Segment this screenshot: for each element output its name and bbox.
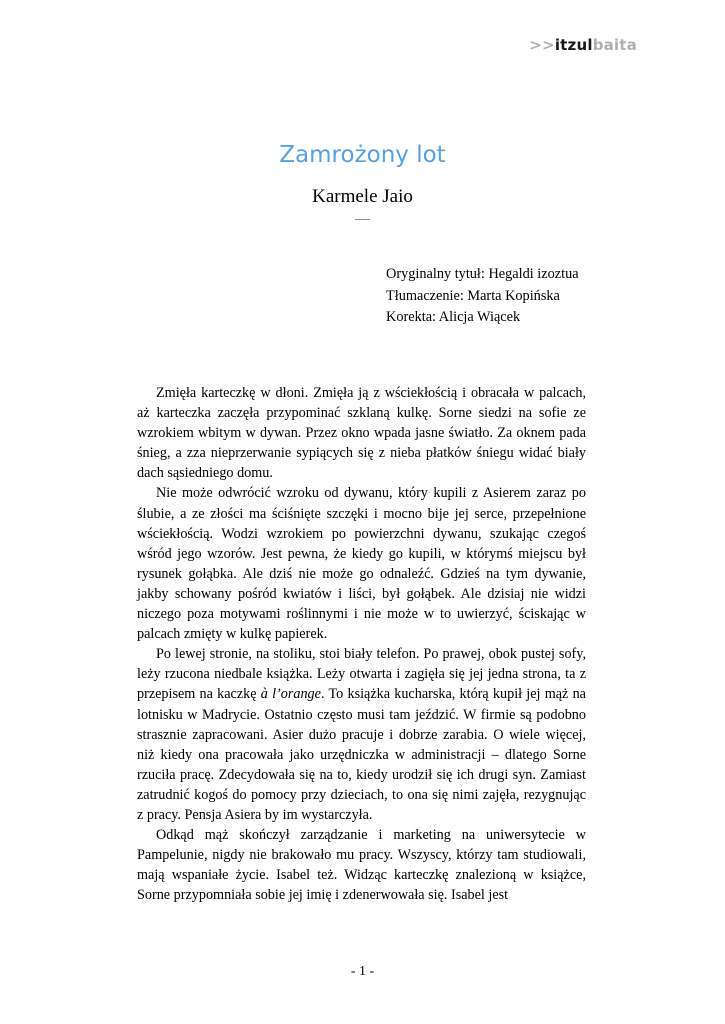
credit-original-title: Oryginalny tytuł: Hegaldi izoztua [386, 266, 579, 282]
credit-translation: Tłumaczenie: Marta Kopińska [386, 287, 560, 304]
document-title: Zamrożony lot [279, 142, 446, 168]
paragraph-text: . To książka kucharska, którą kupił jej mąż na lotnisku w Madrycie. Ostatnio często musi tam jeździć. W firmie są podobno strasznie zapracowani. Asier dużo pracuje i dobrze zarabia. O wiele więcej, niż kiedy ona pracowała jako urzędniczka w administracji – dlatego Sorne rzuciła pracę. Zdecydowała się na to, kiedy urodził się ich drugi syn. Zamiast zatrudnić kogoś do pomocy przy dzieciach, to ona się nimi zajęła, rezygnując z pracy. Pensja Asiera by im wystarczyła. [137, 686, 586, 823]
italic-phrase: à l’orange [260, 686, 321, 703]
logo-brand-light: baita [592, 36, 637, 54]
logo-arrows: >> [529, 36, 555, 54]
site-logo [529, 36, 637, 54]
paragraph [137, 644, 586, 825]
logo-brand-dark: itzul [554, 36, 593, 54]
page-number: - 1 - [350, 964, 375, 979]
paragraph: Nie może odwrócić wzroku od dywanu, który kupili z Asierem zaraz po ślubie, a ze złości ma ściśnięte szczęki i mocno bije jej serce, przepełnione wściekłością. Wodzi wzrokiem po powierzchni dywanu, szukając czegoś wśród jego wzorów. Jest pewna, że kiedy go kupili, w którymś miejscu był rysunek gołąbka. Ale dziś nie może go odnaleźć. Gdzieś na tym dywanie, jakby schowany pośród kwiatów i liści, był gołąbek. Ale dzisiaj nie widzi niczego poza motywami roślinnymi i nie może w to uwierzyć, ściskając w palcach zmięty w kulkę papierek. [137, 485, 586, 643]
title-ornament: ––– [355, 214, 370, 225]
credit-proofreading: Korekta: Alicja Wiącek [386, 309, 521, 325]
paragraph: Odkąd mąż skończył zarządzanie i marketing na uniwersytecie w Pampelunie, nigdy nie brakowało mu pracy. Wszyscy, którzy tam studiowali, mają wspaniałe życie. Isabel też. Widząc karteczkę znalezioną w książce, Sorne przypomniała sobie jej imię i zdenerwowała się. Isabel jest [137, 827, 586, 904]
credits-block [386, 264, 579, 329]
body-text [137, 383, 586, 905]
paragraph: Zmięła karteczkę w dłoni. Zmięła ją z wściekłością i obracała w palcach, aż karteczka zaczęła przypominać szklaną kulkę. Sorne siedzi na sofie ze wzrokiem wbitym w dywan. Przez okno wpada jasne światło. Za oknem pada śnieg, a zza nieprzerwanie sypiących się z nieba płatków śniegu widać biały dach sąsiedniego domu. [137, 385, 586, 482]
paragraph-text: Po lewej stronie, na stoliku, stoi biały telefon. Po prawej, obok pustej sofy, leży rzucona niedbale książka. Leży otwarta i zagięła się jej jedna strona, ta z przepisem na kaczkę [137, 646, 586, 703]
document-author: Karmele Jaio [312, 186, 413, 207]
